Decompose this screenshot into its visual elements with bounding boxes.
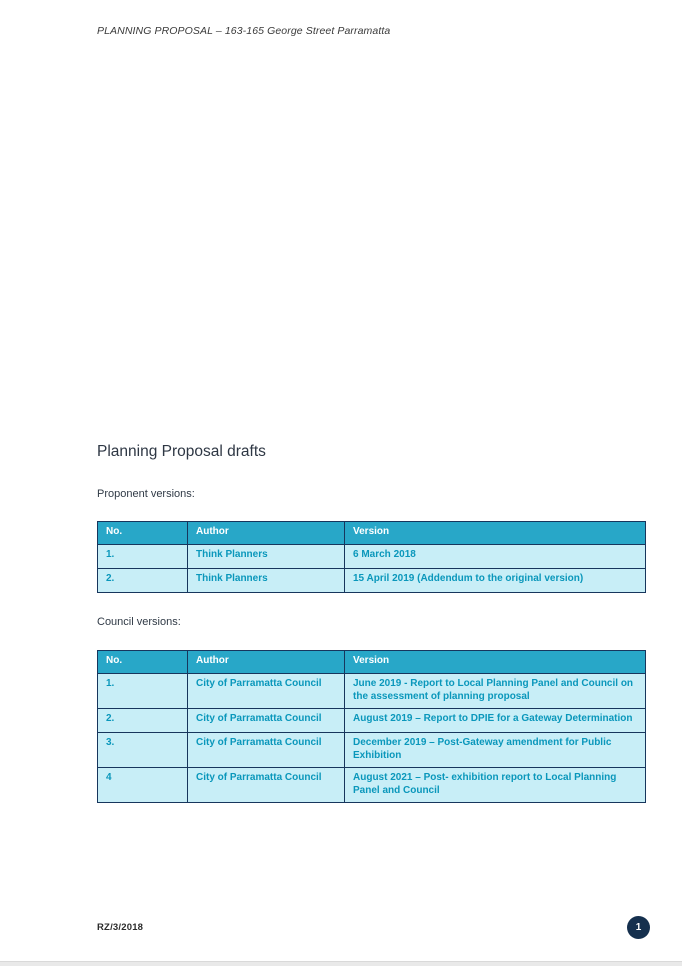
cell-author: City of Parramatta Council [188, 733, 345, 768]
column-header-author: Author [188, 651, 345, 674]
cell-no: 1. [98, 674, 188, 709]
footer-reference: RZ/3/2018 [97, 922, 144, 933]
cell-version: December 2019 – Post-Gateway amendment for Public Exhibition [345, 733, 646, 768]
cell-author: City of Parramatta Council [188, 674, 345, 709]
proponent-versions-table [97, 521, 646, 593]
column-header-version: Version [345, 651, 646, 674]
cell-no: 2. [98, 709, 188, 733]
cell-author: City of Parramatta Council [188, 709, 345, 733]
cell-no: 2. [98, 569, 188, 593]
section-label-council-versions: Council versions: [97, 616, 181, 628]
table-header-row [98, 651, 646, 674]
column-header-no: No. [98, 651, 188, 674]
cell-no: 1. [98, 545, 188, 569]
table-row [98, 569, 646, 593]
table-row [98, 674, 646, 709]
column-header-no: No. [98, 522, 188, 545]
cell-author: Think Planners [188, 569, 345, 593]
column-header-author: Author [188, 522, 345, 545]
cell-version: 6 March 2018 [345, 545, 646, 569]
cell-no: 4 [98, 768, 188, 803]
column-header-version: Version [345, 522, 646, 545]
table-header-row [98, 522, 646, 545]
cell-version: June 2019 - Report to Local Planning Panel and Council on the assessment of planning proposal [345, 674, 646, 709]
page-title: Planning Proposal drafts [97, 443, 266, 460]
cell-author: City of Parramatta Council [188, 768, 345, 803]
document-header-line: PLANNING PROPOSAL – 163-165 George Street Parramatta [97, 25, 391, 37]
table-row [98, 733, 646, 768]
table-row [98, 545, 646, 569]
table-row [98, 709, 646, 733]
council-versions-table [97, 650, 646, 803]
page-edge-divider [0, 961, 682, 966]
section-label-proponent-versions: Proponent versions: [97, 488, 195, 500]
cell-author: Think Planners [188, 545, 345, 569]
table-row [98, 768, 646, 803]
cell-version: 15 April 2019 (Addendum to the original version) [345, 569, 646, 593]
cell-version: August 2021 – Post- exhibition report to Local Planning Panel and Council [345, 768, 646, 803]
page-number-badge: 1 [627, 916, 650, 939]
cell-version: August 2019 – Report to DPIE for a Gateway Determination [345, 709, 646, 733]
cell-no: 3. [98, 733, 188, 768]
